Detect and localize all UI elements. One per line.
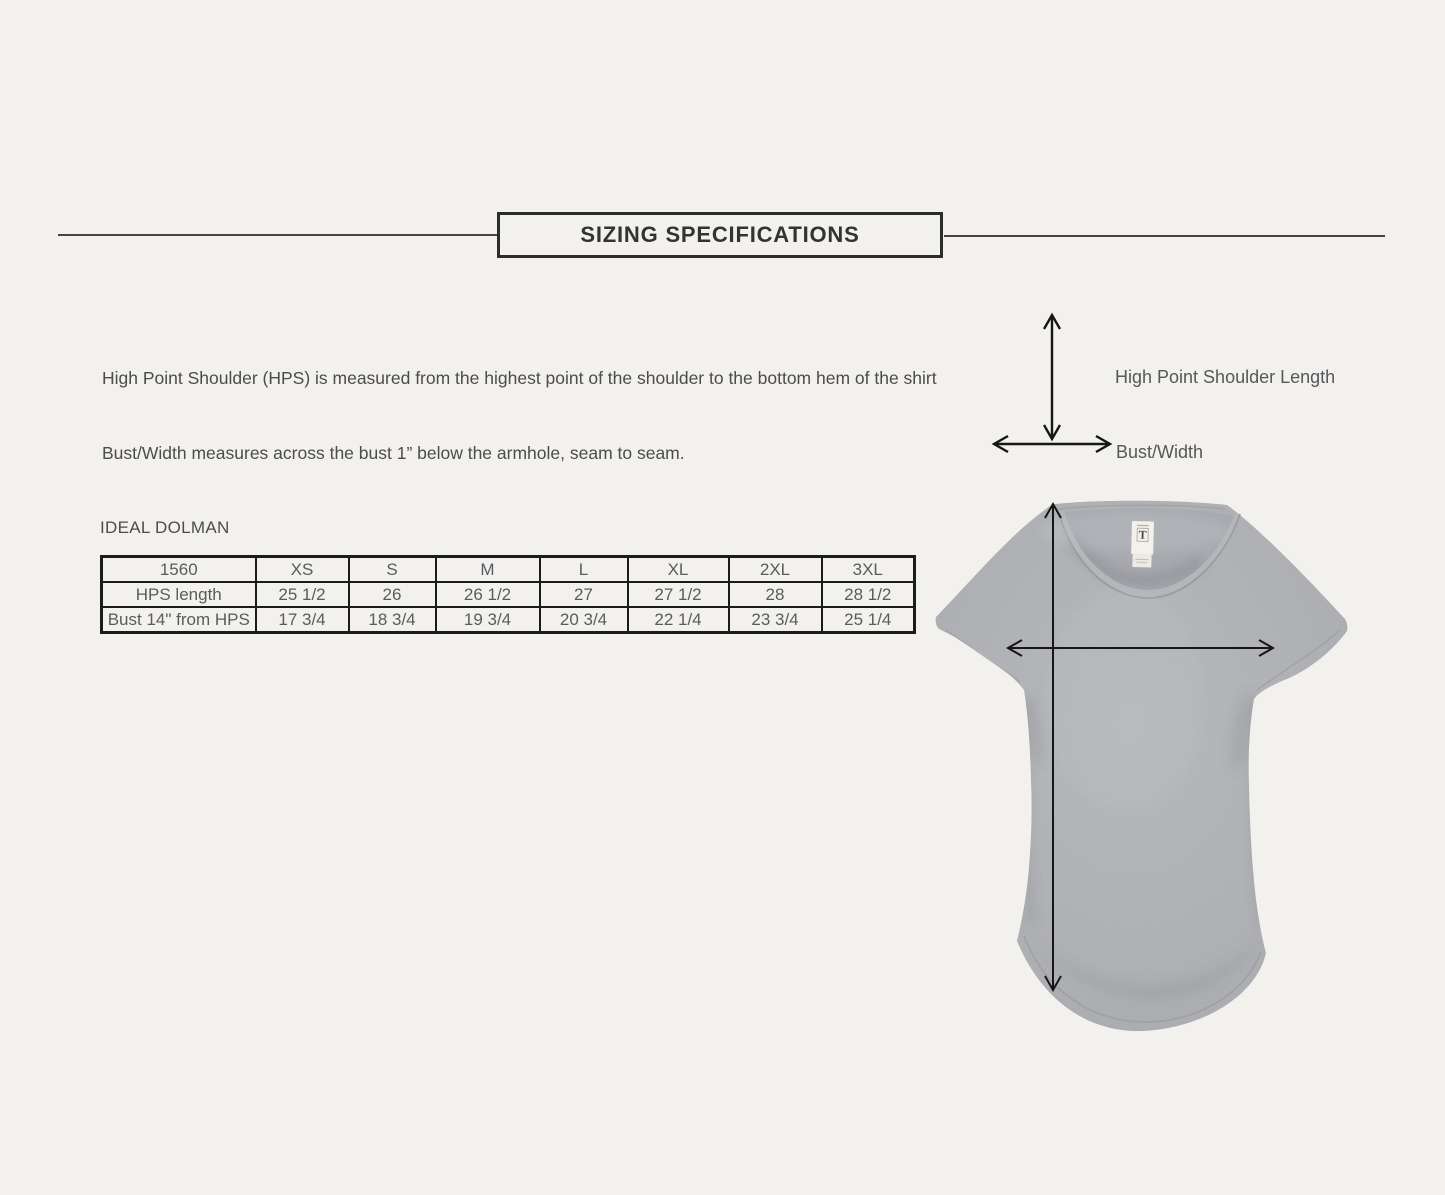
size-table-header-row <box>102 557 915 583</box>
cell-value: 22 1/4 <box>628 607 729 633</box>
shirt-diagram <box>930 300 1355 1045</box>
tshirt-photo <box>930 495 1355 1040</box>
cell-value: 25 1/4 <box>822 607 915 633</box>
cell-value: 23 3/4 <box>729 607 822 633</box>
row-label: HPS length <box>102 582 256 607</box>
table-row-bust <box>102 607 915 633</box>
size-col-s: S <box>349 557 436 583</box>
table-row-hps-length <box>102 582 915 607</box>
tag-logo-letter: T <box>1138 527 1147 542</box>
page-title: SIZING SPECIFICATIONS <box>580 222 860 247</box>
size-col-m: M <box>436 557 540 583</box>
size-col-xs: XS <box>256 557 349 583</box>
section-header-box <box>497 212 943 258</box>
size-col-2xl: 2XL <box>729 557 822 583</box>
header-rule-right <box>944 235 1385 237</box>
cell-value: 26 <box>349 582 436 607</box>
row-label: Bust 14" from HPS <box>102 607 256 633</box>
size-col-xl: XL <box>628 557 729 583</box>
size-table <box>100 555 916 634</box>
header-rule-left <box>58 234 497 236</box>
cell-value: 19 3/4 <box>436 607 540 633</box>
cell-value: 28 1/2 <box>822 582 915 607</box>
hps-description: High Point Shoulder (HPS) is measured from the highest point of the shoulder to the bottom hem of the shirt <box>102 368 937 388</box>
legend-bust-label: Bust/Width <box>1116 442 1204 462</box>
legend-hps-arrow <box>1044 315 1060 439</box>
cell-value: 25 1/2 <box>256 582 349 607</box>
style-number-header: 1560 <box>102 557 256 583</box>
neck-tag <box>1131 521 1154 568</box>
legend-hps-label: High Point Shoulder Length <box>1115 367 1336 387</box>
cell-value: 26 1/2 <box>436 582 540 607</box>
cell-value: 18 3/4 <box>349 607 436 633</box>
bust-description: Bust/Width measures across the bust 1” below the armhole, seam to seam. <box>102 443 685 463</box>
cell-value: 20 3/4 <box>540 607 628 633</box>
cell-value: 28 <box>729 582 822 607</box>
size-col-3xl: 3XL <box>822 557 915 583</box>
cell-value: 27 <box>540 582 628 607</box>
product-name: IDEAL DOLMAN <box>100 518 230 537</box>
cell-value: 17 3/4 <box>256 607 349 633</box>
size-col-l: L <box>540 557 628 583</box>
cell-value: 27 1/2 <box>628 582 729 607</box>
heather-texture <box>930 495 1355 1040</box>
